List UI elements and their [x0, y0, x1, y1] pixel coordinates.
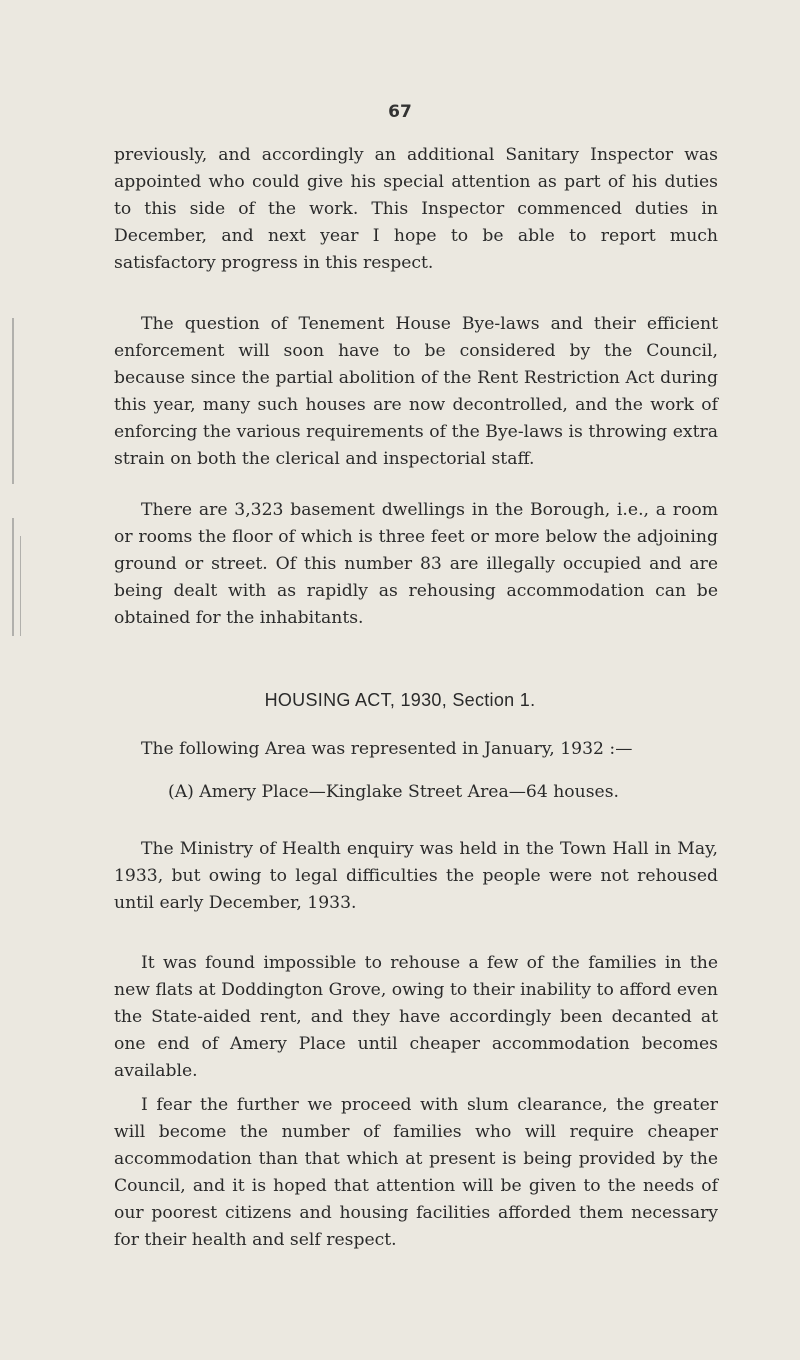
scan-mark [12, 518, 14, 636]
paragraph-doddington-grove: It was found impossible to rehouse a few of the families in the new flats at Doddington Grove, owing to their inability to afford even the State-aided rent, and they have accordingly been decanted at one end of Amery Place until cheaper accommodation becomes available. [114, 953, 718, 1081]
scan-mark [12, 318, 14, 484]
paragraph-slum-clearance: I fear the further we proceed with slum clearance, the greater will become the number of families who will require cheaper accommodation than that which at present is being provided by the Council, and it is hoped that attention will be given to the needs of our poorest citizens and housing facilities afforded them necessary for their health and self respect. [114, 1095, 718, 1250]
paragraph-area-a: (A) Amery Place—Kinglake Street Area—64 houses. [168, 782, 619, 802]
page-number: 67 [388, 102, 412, 122]
paragraph-ministry-enquiry: The Ministry of Health enquiry was held in the Town Hall in May, 1933, but owing to legal difficulties the people were not rehoused until early December, 1933. [114, 839, 718, 913]
paragraph-basement-dwellings: There are 3,323 basement dwellings in the Borough, i.e., a room or rooms the floor of which is three feet or more below the adjoining ground or street. Of this number 83 are illegally occupied and are being dealt with as rapidly as rehousing accommodation can be obtained for the inhabitants. [114, 500, 718, 628]
scan-mark [20, 536, 21, 636]
section-heading: HOUSING ACT, 1930, Section 1. [264, 690, 536, 710]
paragraph-area-represented: The following Area was represented in January, 1932 :— [141, 739, 633, 759]
paragraph-tenement-bye-laws: The question of Tenement House Bye-laws and their efficient enforcement will soon have to be considered by the Council, because since the partial abolition of the Rent Restriction Act during this year, many such houses are now decontrolled, and the work of enforcing the various requirements of the Bye-laws is throwing extra strain on both the clerical and inspectorial staff. [114, 314, 718, 469]
paragraph-previously: previously, and accordingly an additional Sanitary Inspector was appointed who could give his special attention as part of his duties to this side of the work. This Inspector commenced duties in December, and next year I hope to be able to report much satisfactory progress in this respect. [114, 145, 718, 273]
